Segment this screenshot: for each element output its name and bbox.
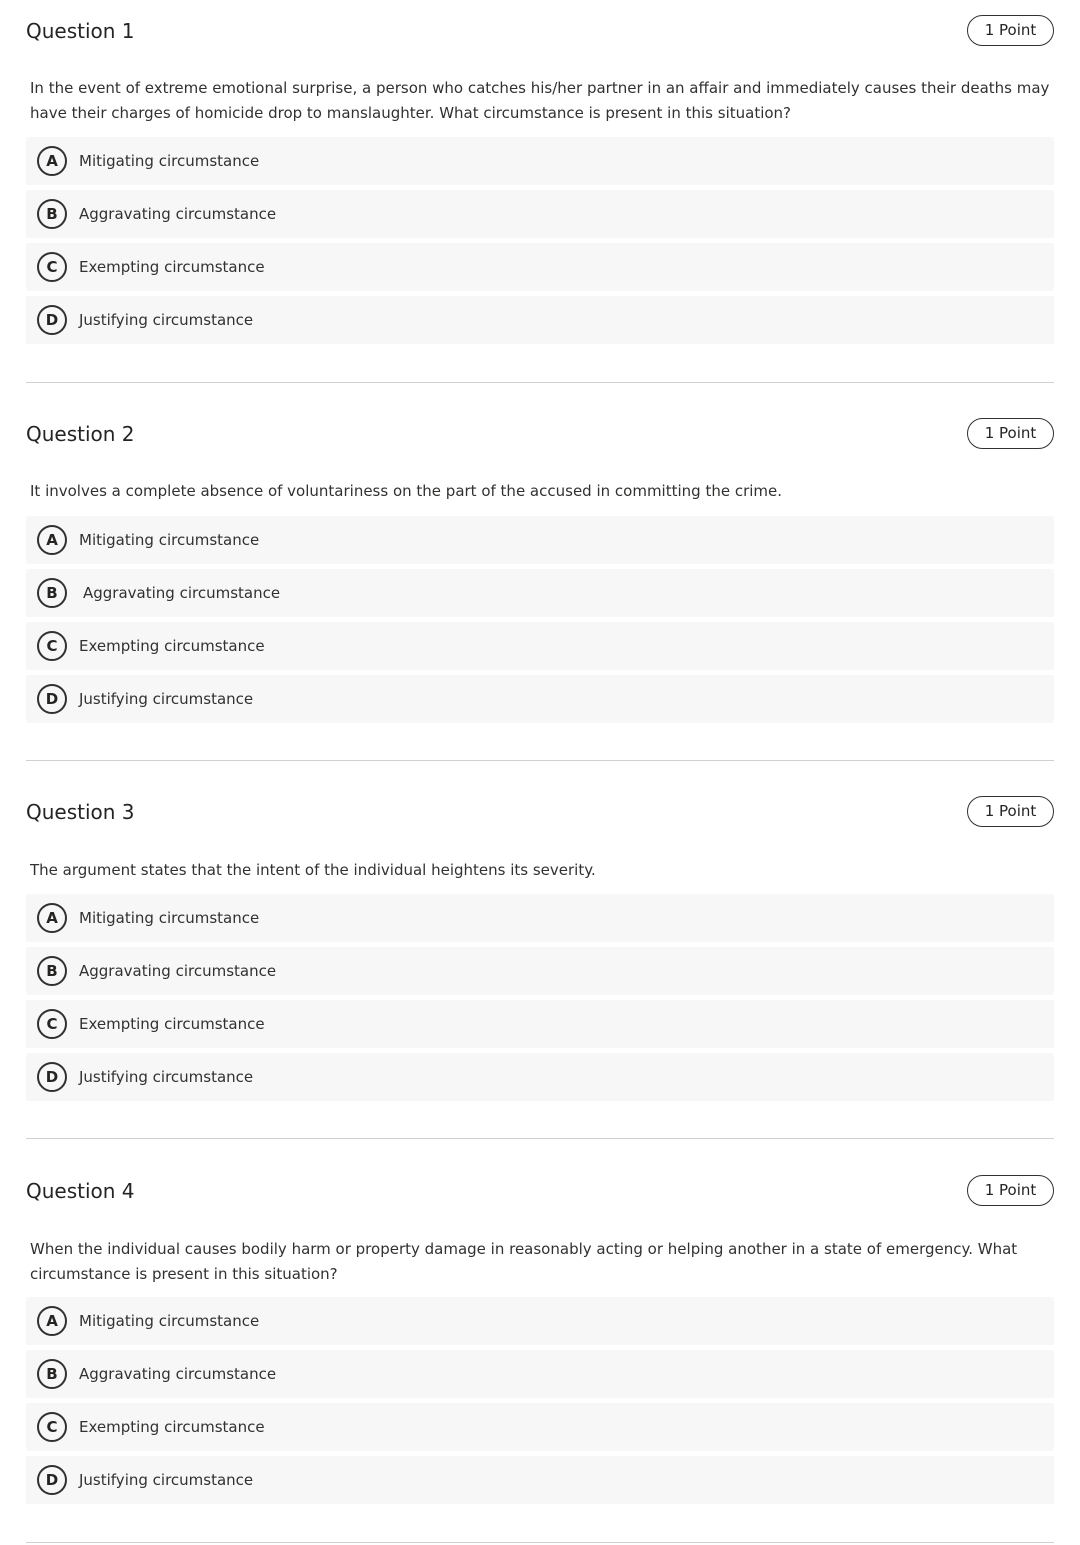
options-list xyxy=(26,137,1054,349)
options-list xyxy=(26,894,1054,1106)
question-divider xyxy=(26,760,1054,761)
option-a[interactable] xyxy=(26,137,1054,185)
question-title: Question 2 xyxy=(26,422,135,446)
option-letter: D xyxy=(37,305,67,335)
option-label: Justifying circumstance xyxy=(79,690,254,708)
option-letter: A xyxy=(37,525,67,555)
options-list xyxy=(26,516,1054,728)
option-letter: D xyxy=(37,1465,67,1495)
question-text: In the event of extreme emotional surprise, a person who catches his/her partner in an affair and immediately causes their deaths may have their charges of homicide drop to manslaughter. What circumstance is present in this situation? xyxy=(30,79,1050,122)
question-title: Question 1 xyxy=(26,19,135,43)
option-d[interactable] xyxy=(26,1053,1054,1101)
option-letter: C xyxy=(37,631,67,661)
option-label: Aggravating circumstance xyxy=(79,1365,277,1383)
points-badge: 1 Point xyxy=(967,15,1054,46)
option-c[interactable] xyxy=(26,1403,1054,1451)
option-letter: A xyxy=(37,903,67,933)
question-title: Question 3 xyxy=(26,800,135,824)
option-label: Mitigating circumstance xyxy=(79,1312,260,1330)
question-divider xyxy=(26,382,1054,383)
option-letter: B xyxy=(37,956,67,986)
question-header xyxy=(26,15,1054,49)
question-3 xyxy=(26,796,1054,1086)
option-b[interactable] xyxy=(26,1350,1054,1398)
option-b[interactable] xyxy=(26,569,1054,617)
option-letter: A xyxy=(37,146,67,176)
option-label: Exempting circumstance xyxy=(79,258,265,276)
question-divider xyxy=(26,1542,1054,1543)
option-letter: B xyxy=(37,199,67,229)
question-header xyxy=(26,796,1054,830)
option-label: Justifying circumstance xyxy=(79,1471,254,1489)
option-d[interactable] xyxy=(26,296,1054,344)
option-c[interactable] xyxy=(26,1000,1054,1048)
option-letter: C xyxy=(37,252,67,282)
points-badge: 1 Point xyxy=(967,796,1054,827)
option-a[interactable] xyxy=(26,1297,1054,1345)
option-label: Exempting circumstance xyxy=(79,637,265,655)
question-title: Question 4 xyxy=(26,1179,135,1203)
question-2 xyxy=(26,418,1054,708)
option-a[interactable] xyxy=(26,516,1054,564)
option-letter: D xyxy=(37,684,67,714)
option-label: Justifying circumstance xyxy=(79,1068,254,1086)
options-list xyxy=(26,1297,1054,1509)
option-label: Aggravating circumstance xyxy=(79,205,277,223)
option-letter: C xyxy=(37,1009,67,1039)
option-letter: C xyxy=(37,1412,67,1442)
option-a[interactable] xyxy=(26,894,1054,942)
option-label: Justifying circumstance xyxy=(79,311,254,329)
question-header xyxy=(26,418,1054,452)
points-badge: 1 Point xyxy=(967,1175,1054,1206)
points-badge: 1 Point xyxy=(967,418,1054,449)
question-1 xyxy=(26,15,1054,329)
option-label: Aggravating circumstance xyxy=(79,962,277,980)
option-label: Mitigating circumstance xyxy=(79,531,260,549)
option-letter: D xyxy=(37,1062,67,1092)
option-d[interactable] xyxy=(26,1456,1054,1504)
question-text: It involves a complete absence of voluntariness on the part of the accused in committing the crime. xyxy=(30,482,783,500)
option-letter: B xyxy=(37,578,67,608)
option-c[interactable] xyxy=(26,243,1054,291)
option-letter: A xyxy=(37,1306,67,1336)
question-header xyxy=(26,1175,1054,1209)
question-text: The argument states that the intent of the individual heightens its severity. xyxy=(30,861,596,879)
option-label: Exempting circumstance xyxy=(79,1015,265,1033)
option-d[interactable] xyxy=(26,675,1054,723)
option-label: Mitigating circumstance xyxy=(79,909,260,927)
option-b[interactable] xyxy=(26,947,1054,995)
option-b[interactable] xyxy=(26,190,1054,238)
option-label: Aggravating circumstance xyxy=(83,584,281,602)
question-divider xyxy=(26,1138,1054,1139)
option-label: Mitigating circumstance xyxy=(79,152,260,170)
question-text: When the individual causes bodily harm or property damage in reasonably acting or helping another in a state of emergency. What circumstance is present in this situation? xyxy=(30,1240,1018,1283)
question-4 xyxy=(26,1175,1054,1489)
option-label: Exempting circumstance xyxy=(79,1418,265,1436)
option-c[interactable] xyxy=(26,622,1054,670)
option-letter: B xyxy=(37,1359,67,1389)
